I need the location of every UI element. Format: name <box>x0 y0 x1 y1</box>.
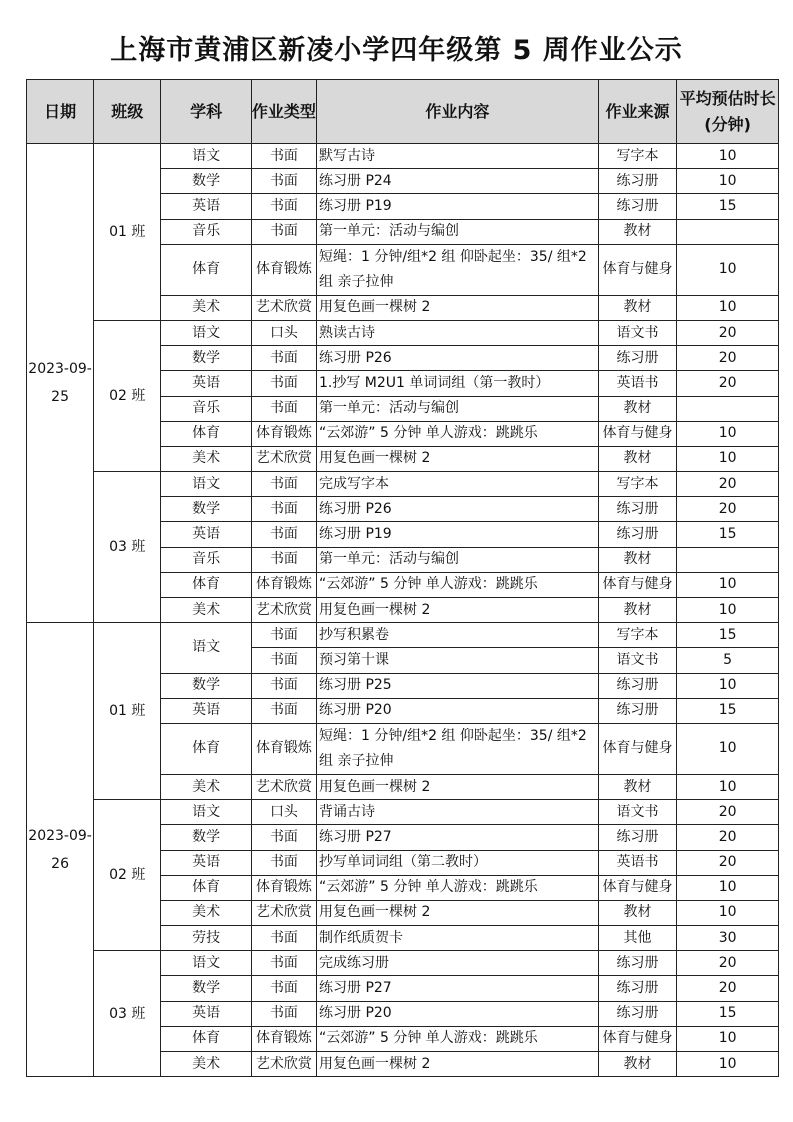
content-cell: 短绳：1 分钟/组*2 组 仰卧起坐：35/ 组*2 组 亲子拉伸 <box>317 723 599 774</box>
content-cell: 练习册 P20 <box>317 698 599 723</box>
subject-cell: 美术 <box>161 1052 252 1077</box>
minutes-cell <box>677 219 779 244</box>
content-cell: 背诵古诗 <box>317 800 599 825</box>
source-cell: 练习册 <box>598 951 676 976</box>
source-cell: 写字本 <box>598 623 676 648</box>
header-row <box>27 80 779 144</box>
content-cell: 练习册 P27 <box>317 976 599 1001</box>
source-cell: 教材 <box>598 598 676 623</box>
type-cell: 书面 <box>251 144 316 169</box>
source-cell: 教材 <box>598 295 676 320</box>
source-cell: 练习册 <box>598 698 676 723</box>
content-cell: 完成写字本 <box>317 472 599 497</box>
type-cell: 书面 <box>251 346 316 371</box>
minutes-cell: 15 <box>677 623 779 648</box>
header-source: 作业来源 <box>598 80 676 144</box>
subject-cell: 音乐 <box>161 219 252 244</box>
content-cell: 制作纸质贺卡 <box>317 926 599 951</box>
type-cell: 体育锻炼 <box>251 1026 316 1051</box>
source-cell: 语文书 <box>598 320 676 345</box>
source-cell: 教材 <box>598 219 676 244</box>
class-cell: 02 班 <box>94 320 161 471</box>
source-cell: 练习册 <box>598 497 676 522</box>
type-cell: 书面 <box>251 976 316 1001</box>
subject-cell: 美术 <box>161 295 252 320</box>
source-cell: 体育与健身 <box>598 244 676 295</box>
type-cell: 书面 <box>251 825 316 850</box>
source-cell: 体育与健身 <box>598 1026 676 1051</box>
subject-cell: 数学 <box>161 825 252 850</box>
subject-cell: 语文 <box>161 800 252 825</box>
minutes-cell: 10 <box>677 295 779 320</box>
content-cell: 练习册 P24 <box>317 169 599 194</box>
source-cell: 写字本 <box>598 144 676 169</box>
table-row <box>27 951 779 976</box>
source-cell: 英语书 <box>598 850 676 875</box>
minutes-cell: 30 <box>677 926 779 951</box>
minutes-cell: 10 <box>677 446 779 471</box>
table-row <box>27 800 779 825</box>
type-cell: 书面 <box>251 194 316 219</box>
content-cell: 练习册 P26 <box>317 497 599 522</box>
type-cell: 书面 <box>251 648 316 673</box>
minutes-cell <box>677 547 779 572</box>
subject-cell: 体育 <box>161 1026 252 1051</box>
content-cell: 默写古诗 <box>317 144 599 169</box>
minutes-cell: 10 <box>677 1026 779 1051</box>
minutes-cell: 10 <box>677 598 779 623</box>
subject-cell: 美术 <box>161 774 252 799</box>
content-cell: 抄写积累卷 <box>317 623 599 648</box>
minutes-cell: 10 <box>677 673 779 698</box>
subject-cell: 语文 <box>161 320 252 345</box>
subject-cell: 美术 <box>161 446 252 471</box>
minutes-cell: 10 <box>677 572 779 597</box>
type-cell: 体育锻炼 <box>251 875 316 900</box>
content-cell: 用复色画一棵树 2 <box>317 774 599 799</box>
type-cell: 艺术欣赏 <box>251 1052 316 1077</box>
subject-cell: 语文 <box>161 144 252 169</box>
source-cell: 体育与健身 <box>598 723 676 774</box>
type-cell: 书面 <box>251 169 316 194</box>
minutes-cell: 15 <box>677 522 779 547</box>
date-cell: 2023-09-25 <box>27 144 94 623</box>
minutes-cell: 10 <box>677 900 779 925</box>
subject-cell: 数学 <box>161 497 252 522</box>
type-cell: 书面 <box>251 371 316 396</box>
type-cell: 体育锻炼 <box>251 244 316 295</box>
source-cell: 体育与健身 <box>598 421 676 446</box>
type-cell: 艺术欣赏 <box>251 446 316 471</box>
source-cell: 练习册 <box>598 346 676 371</box>
minutes-cell: 20 <box>677 850 779 875</box>
source-cell: 其他 <box>598 926 676 951</box>
content-cell: 练习册 P27 <box>317 825 599 850</box>
subject-cell: 语文 <box>161 951 252 976</box>
source-cell: 写字本 <box>598 472 676 497</box>
type-cell: 体育锻炼 <box>251 421 316 446</box>
header-type: 作业类型 <box>251 80 316 144</box>
type-cell: 书面 <box>251 850 316 875</box>
content-cell: 预习第十课 <box>317 648 599 673</box>
content-cell: 用复色画一棵树 2 <box>317 446 599 471</box>
minutes-cell: 20 <box>677 472 779 497</box>
type-cell: 艺术欣赏 <box>251 598 316 623</box>
class-cell: 01 班 <box>94 144 161 321</box>
subject-cell: 音乐 <box>161 396 252 421</box>
class-cell: 03 班 <box>94 951 161 1077</box>
subject-cell: 数学 <box>161 346 252 371</box>
type-cell: 书面 <box>251 673 316 698</box>
subject-cell: 英语 <box>161 194 252 219</box>
minutes-cell: 10 <box>677 1052 779 1077</box>
content-cell: 第一单元：活动与编创 <box>317 396 599 421</box>
minutes-cell: 15 <box>677 698 779 723</box>
table-row <box>27 623 779 648</box>
content-cell: 用复色画一棵树 2 <box>317 900 599 925</box>
class-cell: 02 班 <box>94 800 161 951</box>
source-cell: 练习册 <box>598 194 676 219</box>
subject-cell: 数学 <box>161 169 252 194</box>
type-cell: 书面 <box>251 951 316 976</box>
source-cell: 练习册 <box>598 1001 676 1026</box>
type-cell: 书面 <box>251 547 316 572</box>
subject-cell: 英语 <box>161 371 252 396</box>
content-cell: 熟读古诗 <box>317 320 599 345</box>
subject-cell: 语文 <box>161 472 252 497</box>
source-cell: 教材 <box>598 396 676 421</box>
subject-cell: 数学 <box>161 673 252 698</box>
subject-cell: 数学 <box>161 976 252 1001</box>
content-cell: 抄写单词词组（第二教时） <box>317 850 599 875</box>
content-cell: 练习册 P19 <box>317 522 599 547</box>
minutes-cell: 10 <box>677 421 779 446</box>
subject-cell: 体育 <box>161 572 252 597</box>
minutes-cell: 5 <box>677 648 779 673</box>
minutes-cell: 20 <box>677 497 779 522</box>
type-cell: 体育锻炼 <box>251 572 316 597</box>
type-cell: 艺术欣赏 <box>251 900 316 925</box>
content-cell: “云郊游” 5 分钟 单人游戏：跳跳乐 <box>317 421 599 446</box>
minutes-cell: 20 <box>677 800 779 825</box>
content-cell: 第一单元：活动与编创 <box>317 219 599 244</box>
subject-cell: 英语 <box>161 698 252 723</box>
subject-cell: 音乐 <box>161 547 252 572</box>
header-content: 作业内容 <box>317 80 599 144</box>
minutes-cell: 20 <box>677 825 779 850</box>
table-row <box>27 472 779 497</box>
source-cell: 练习册 <box>598 825 676 850</box>
content-cell: 用复色画一棵树 2 <box>317 1052 599 1077</box>
minutes-cell: 10 <box>677 875 779 900</box>
source-cell: 教材 <box>598 446 676 471</box>
content-cell: “云郊游” 5 分钟 单人游戏：跳跳乐 <box>317 572 599 597</box>
content-cell: 练习册 P26 <box>317 346 599 371</box>
subject-cell: 英语 <box>161 1001 252 1026</box>
source-cell: 练习册 <box>598 976 676 1001</box>
source-cell: 教材 <box>598 547 676 572</box>
date-cell: 2023-09-26 <box>27 623 94 1077</box>
minutes-cell: 10 <box>677 244 779 295</box>
type-cell: 书面 <box>251 926 316 951</box>
source-cell: 练习册 <box>598 169 676 194</box>
class-cell: 01 班 <box>94 623 161 800</box>
class-cell: 03 班 <box>94 472 161 623</box>
subject-cell: 美术 <box>161 598 252 623</box>
type-cell: 书面 <box>251 623 316 648</box>
content-cell: 练习册 P19 <box>317 194 599 219</box>
source-cell: 教材 <box>598 900 676 925</box>
subject-cell: 英语 <box>161 850 252 875</box>
page-title: 上海市黄浦区新凌小学四年级第 5 周作业公示 <box>110 35 683 66</box>
type-cell: 书面 <box>251 219 316 244</box>
table-row <box>27 144 779 169</box>
content-cell: 练习册 P20 <box>317 1001 599 1026</box>
minutes-cell: 20 <box>677 951 779 976</box>
type-cell: 艺术欣赏 <box>251 295 316 320</box>
type-cell: 书面 <box>251 698 316 723</box>
source-cell: 语文书 <box>598 800 676 825</box>
type-cell: 书面 <box>251 522 316 547</box>
type-cell: 口头 <box>251 800 316 825</box>
minutes-cell: 20 <box>677 346 779 371</box>
subject-cell: 体育 <box>161 723 252 774</box>
subject-cell: 英语 <box>161 522 252 547</box>
source-cell: 教材 <box>598 1052 676 1077</box>
content-cell: 用复色画一棵树 2 <box>317 598 599 623</box>
content-cell: “云郊游” 5 分钟 单人游戏：跳跳乐 <box>317 875 599 900</box>
source-cell: 语文书 <box>598 648 676 673</box>
source-cell: 教材 <box>598 774 676 799</box>
type-cell: 书面 <box>251 497 316 522</box>
type-cell: 书面 <box>251 472 316 497</box>
source-cell: 练习册 <box>598 522 676 547</box>
subject-cell: 语文 <box>161 623 252 673</box>
type-cell: 体育锻炼 <box>251 723 316 774</box>
homework-table <box>26 79 779 1077</box>
subject-cell: 美术 <box>161 900 252 925</box>
minutes-cell: 15 <box>677 1001 779 1026</box>
source-cell: 练习册 <box>598 673 676 698</box>
table-body <box>27 144 779 1077</box>
type-cell: 口头 <box>251 320 316 345</box>
content-cell: 练习册 P25 <box>317 673 599 698</box>
type-cell: 书面 <box>251 396 316 421</box>
subject-cell: 体育 <box>161 244 252 295</box>
minutes-cell: 20 <box>677 976 779 1001</box>
subject-cell: 劳技 <box>161 926 252 951</box>
content-cell: 第一单元：活动与编创 <box>317 547 599 572</box>
content-cell: 完成练习册 <box>317 951 599 976</box>
source-cell: 英语书 <box>598 371 676 396</box>
minutes-cell <box>677 396 779 421</box>
type-cell: 艺术欣赏 <box>251 774 316 799</box>
header-class: 班级 <box>94 80 161 144</box>
minutes-cell: 10 <box>677 169 779 194</box>
header-subject: 学科 <box>161 80 252 144</box>
minutes-cell: 10 <box>677 774 779 799</box>
type-cell: 书面 <box>251 1001 316 1026</box>
minutes-cell: 10 <box>677 144 779 169</box>
content-cell: 用复色画一棵树 2 <box>317 295 599 320</box>
content-cell: 1.抄写 M2U1 单词词组（第一教时） <box>317 371 599 396</box>
table-row <box>27 320 779 345</box>
subject-cell: 体育 <box>161 875 252 900</box>
header-date: 日期 <box>27 80 94 144</box>
minutes-cell: 20 <box>677 320 779 345</box>
minutes-cell: 20 <box>677 371 779 396</box>
source-cell: 体育与健身 <box>598 875 676 900</box>
content-cell: 短绳：1 分钟/组*2 组 仰卧起坐：35/ 组*2 组 亲子拉伸 <box>317 244 599 295</box>
header-minutes: 平均预估时长(分钟) <box>677 80 779 144</box>
content-cell: “云郊游” 5 分钟 单人游戏：跳跳乐 <box>317 1026 599 1051</box>
source-cell: 体育与健身 <box>598 572 676 597</box>
subject-cell: 体育 <box>161 421 252 446</box>
minutes-cell: 15 <box>677 194 779 219</box>
minutes-cell: 10 <box>677 723 779 774</box>
